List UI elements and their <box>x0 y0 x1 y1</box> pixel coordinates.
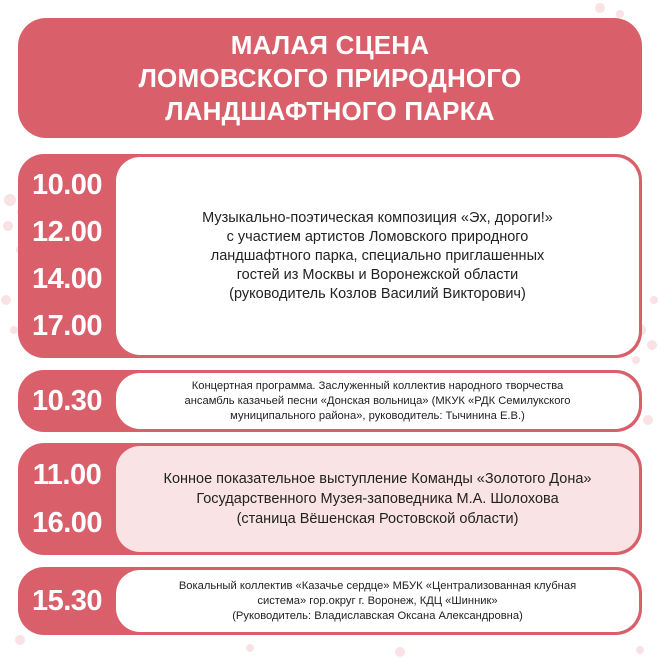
event-description <box>116 157 639 355</box>
title-line: ЛОМОВСКОГО ПРИРОДНОГО <box>138 62 522 93</box>
schedule-row <box>18 370 642 432</box>
time-label: 11.00 <box>32 458 102 491</box>
time-column <box>18 370 116 432</box>
event-line: Вокальный коллектив «Казачье сердце» МБУК «Централизованная клубная <box>178 579 577 592</box>
schedule-row <box>18 154 642 358</box>
schedule-row <box>18 443 642 555</box>
time-label: 12.00 <box>31 216 103 248</box>
event-description <box>116 570 639 632</box>
event-line: система» гор.округ г. Воронеж, КДЦ «Шинник» <box>257 594 498 607</box>
event-line: (станица Вёшенская Ростовской области) <box>236 511 519 527</box>
event-line: Музыкально-поэтическая композиция «Эх, дороги!» <box>202 209 553 226</box>
time-column <box>18 443 116 555</box>
event-line: Государственного Музея-заповедника М.А. Шолохова <box>196 491 559 507</box>
time-label: 16.00 <box>31 506 103 539</box>
event-description <box>116 373 639 429</box>
event-line: (Руководитель: Владиславская Оксана Александровна) <box>232 609 523 622</box>
event-description <box>116 446 639 552</box>
event-line: ландшафтного парка, специально приглашенных <box>210 247 545 264</box>
event-line: (руководитель Козлов Василий Викторович) <box>229 285 526 302</box>
event-line: муниципального района», руководитель: Тычинина Е.В.) <box>230 409 525 422</box>
event-line: гостей из Москвы и Воронежской области <box>236 266 519 283</box>
time-label: 10.00 <box>31 169 103 201</box>
event-line: с участием артистов Ломовского природного <box>226 228 529 245</box>
time-column <box>18 567 116 635</box>
event-line: Конное показательное выступление Команды «Золотого Дона» <box>163 471 592 487</box>
time-label: 17.00 <box>31 310 103 342</box>
event-line: ансамбль казачьей песни «Донская вольница» (МКУК «РДК Семилукского <box>184 394 571 407</box>
time-column <box>18 154 116 358</box>
time-label: 14.00 <box>31 263 103 295</box>
title-line: ЛАНДШАФТНОГО ПАРКА <box>165 95 495 126</box>
time-label: 10.30 <box>31 384 103 417</box>
title-line: МАЛАЯ СЦЕНА <box>230 29 430 60</box>
time-label: 15.30 <box>31 584 103 617</box>
event-line: Концертная программа. Заслуженный коллектив народного творчества <box>191 379 564 392</box>
header-banner <box>18 18 642 138</box>
schedule-row <box>18 567 642 635</box>
